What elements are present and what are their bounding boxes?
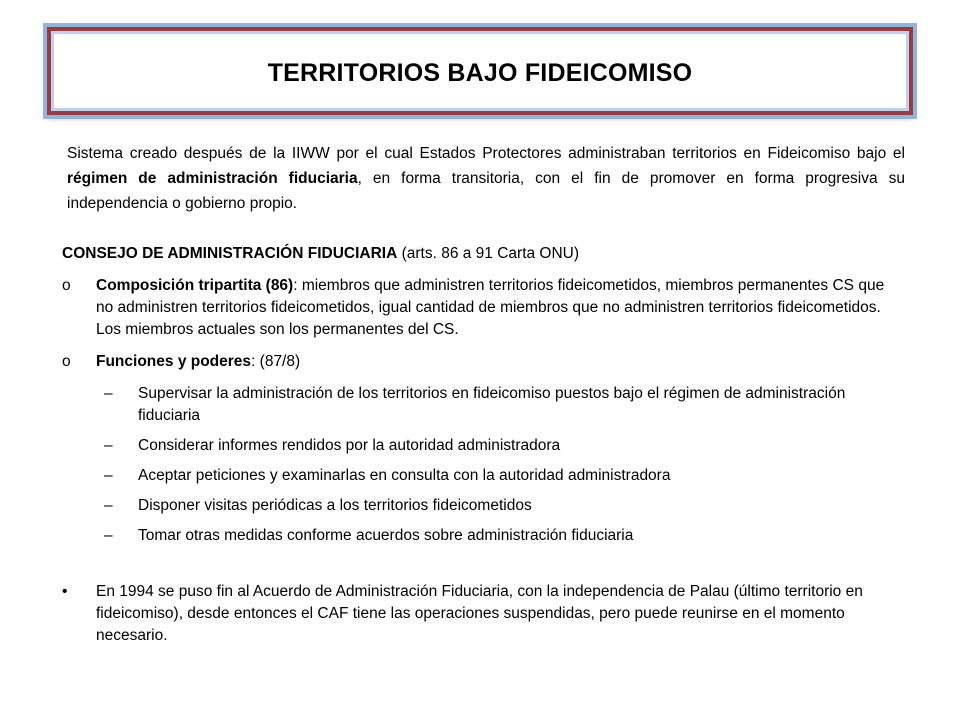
final-bullet-item <box>62 581 902 647</box>
content-body <box>62 243 902 647</box>
final-bullet-text: En 1994 se puso fin al Acuerdo de Administración Fiduciaria, con la independencia de Palau (último territorio en fideicomiso), desde entonces el CAF tiene las operaciones suspendidas, pero puede reunirse en el momento necesario. <box>96 583 863 644</box>
functions-item <box>62 351 902 373</box>
council-heading-bold: CONSEJO DE ADMINISTRACIÓN FIDUCIARIA <box>62 245 398 262</box>
intro-text-end: , en forma transitoria, con el fin de promover en forma progresiva su independencia o gobierno propio. <box>67 170 906 212</box>
title-box <box>47 27 913 115</box>
slide-title: TERRITORIOS BAJO FIDEICOMISO <box>267 58 693 87</box>
function-text: Considerar informes rendidos por la autoridad administradora <box>138 437 561 454</box>
intro-bold-term: régimen de administración fiduciaria <box>67 170 358 187</box>
functions-text: : (87/8) <box>251 353 301 370</box>
function-text: Tomar otras medidas conforme acuerdos sobre administración fiduciaria <box>138 527 634 544</box>
composition-label: Composición tripartita (86) <box>96 277 294 294</box>
sub-bullet-marker: o <box>62 353 71 370</box>
function-list-item <box>62 495 902 517</box>
function-list-item <box>62 435 902 457</box>
composition-text: : miembros que administren territorios fideicometidos, miembros permanentes CS que no administren territorios fideicometidos, igual cantidad de miembros que no administren territorios fideicometidos. Los miembros actuales son los permanentes del CS. <box>96 277 885 338</box>
council-heading <box>62 243 902 265</box>
composition-item <box>62 275 902 341</box>
function-list-item <box>62 465 902 487</box>
function-text: Disponer visitas periódicas a los territorios fideicometidos <box>138 497 532 514</box>
function-list-item <box>62 525 902 547</box>
function-list-item <box>62 383 902 427</box>
dash-marker: – <box>104 497 113 514</box>
intro-paragraph <box>67 141 905 216</box>
dash-marker: – <box>104 467 113 484</box>
dash-marker: – <box>104 527 113 544</box>
function-text: Aceptar peticiones y examinarlas en consulta con la autoridad administradora <box>138 467 671 484</box>
intro-text-start: Sistema creado después de la IIWW por el cual Estados Protectores administraban territorios en Fideicomiso bajo el <box>67 145 905 162</box>
function-text: Supervisar la administración de los territorios en fideicomiso puestos bajo el régimen de administración fiduciaria <box>138 385 846 424</box>
council-heading-note: (arts. 86 a 91 Carta ONU) <box>397 245 580 262</box>
bullet-marker: • <box>62 583 68 600</box>
dash-marker: – <box>104 385 113 402</box>
dash-marker: – <box>104 437 113 454</box>
sub-bullet-marker: o <box>62 277 71 294</box>
functions-label: Funciones y poderes <box>96 353 252 370</box>
